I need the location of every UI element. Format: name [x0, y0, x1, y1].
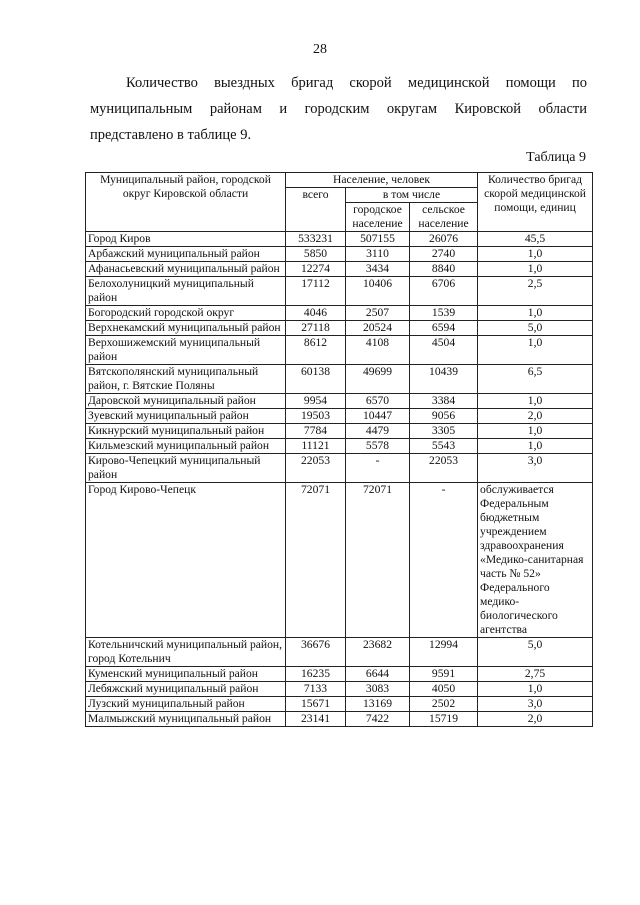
- rural-cell: 26076: [410, 232, 478, 247]
- district-cell: Белохолуницкий муниципальный район: [86, 277, 286, 306]
- rural-cell: 8840: [410, 262, 478, 277]
- district-cell: Лебяжский муниципальный район: [86, 682, 286, 697]
- urban-cell: 2507: [346, 306, 410, 321]
- total-cell: 5850: [286, 247, 346, 262]
- rural-cell: 3305: [410, 424, 478, 439]
- header-population: Население, человек: [286, 173, 478, 188]
- rural-cell: 22053: [410, 454, 478, 483]
- district-cell: Зуевский муниципальный район: [86, 409, 286, 424]
- rural-cell: 9591: [410, 667, 478, 682]
- urban-cell: 3083: [346, 682, 410, 697]
- rural-cell: 12994: [410, 638, 478, 667]
- table-row: [86, 306, 593, 321]
- teams-cell: 1,0: [478, 262, 593, 277]
- page-number: 28: [313, 42, 327, 57]
- district-cell: Арбажский муниципальный район: [86, 247, 286, 262]
- table-row: [86, 682, 593, 697]
- district-cell: Котельничский муниципальный район, город Котельнич: [86, 638, 286, 667]
- teams-cell: 1,0: [478, 424, 593, 439]
- total-cell: 72071: [286, 483, 346, 638]
- district-cell: Афанасьевский муниципальный район: [86, 262, 286, 277]
- teams-cell: 45,5: [478, 232, 593, 247]
- teams-cell: обслуживается Федеральным бюджетным учреждением здравоохранения «Медико-санитарная часть № 52» Федерального медико-биологического агентства: [478, 483, 593, 638]
- table-row: [86, 712, 593, 727]
- teams-cell: 3,0: [478, 697, 593, 712]
- teams-cell: 2,5: [478, 277, 593, 306]
- total-cell: 22053: [286, 454, 346, 483]
- urban-cell: 20524: [346, 321, 410, 336]
- urban-cell: 10447: [346, 409, 410, 424]
- total-cell: 15671: [286, 697, 346, 712]
- urban-cell: 72071: [346, 483, 410, 638]
- teams-cell: 1,0: [478, 247, 593, 262]
- urban-cell: 507155: [346, 232, 410, 247]
- teams-cell: 1,0: [478, 306, 593, 321]
- rural-cell: 3384: [410, 394, 478, 409]
- rural-cell: 1539: [410, 306, 478, 321]
- table-caption: Таблица 9: [526, 150, 586, 165]
- rural-cell: 6706: [410, 277, 478, 306]
- rural-cell: 15719: [410, 712, 478, 727]
- teams-cell: 2,0: [478, 409, 593, 424]
- teams-cell: 3,0: [478, 454, 593, 483]
- intro-paragraph: [90, 70, 587, 148]
- district-cell: Куменский муниципальный район: [86, 667, 286, 682]
- header-including: в том числе: [346, 188, 478, 203]
- total-cell: 19503: [286, 409, 346, 424]
- total-cell: 36676: [286, 638, 346, 667]
- total-cell: 60138: [286, 365, 346, 394]
- urban-cell: 23682: [346, 638, 410, 667]
- header-rural: сельское население: [410, 203, 478, 232]
- urban-cell: 6570: [346, 394, 410, 409]
- urban-cell: -: [346, 454, 410, 483]
- teams-cell: 2,75: [478, 667, 593, 682]
- teams-cell: 2,0: [478, 712, 593, 727]
- urban-cell: 49699: [346, 365, 410, 394]
- total-cell: 12274: [286, 262, 346, 277]
- table-row: [86, 277, 593, 306]
- rural-cell: 2502: [410, 697, 478, 712]
- rural-cell: 4050: [410, 682, 478, 697]
- total-cell: 533231: [286, 232, 346, 247]
- district-cell: Малмыжский муниципальный район: [86, 712, 286, 727]
- header-district: Муниципальный район, городской округ Кировской области: [86, 173, 286, 232]
- table-row: [86, 409, 593, 424]
- urban-cell: 5578: [346, 439, 410, 454]
- urban-cell: 4108: [346, 336, 410, 365]
- intro-text: Количество выездных бригад скорой медицинской помощи по муниципальным районам и городским округам Кировской области представлено в таблице 9.: [90, 75, 587, 143]
- rural-cell: 9056: [410, 409, 478, 424]
- rural-cell: -: [410, 483, 478, 638]
- table-row: [86, 667, 593, 682]
- ambulance-teams-table: [85, 172, 593, 727]
- header-teams: Количество бригад скорой медицинской помощи, единиц: [478, 173, 593, 232]
- table-row: [86, 424, 593, 439]
- total-cell: 27118: [286, 321, 346, 336]
- district-cell: Кикнурский муниципальный район: [86, 424, 286, 439]
- rural-cell: 4504: [410, 336, 478, 365]
- teams-cell: 5,0: [478, 321, 593, 336]
- district-cell: Верхошижемский муниципальный район: [86, 336, 286, 365]
- rural-cell: 6594: [410, 321, 478, 336]
- header-urban: городское население: [346, 203, 410, 232]
- table-row: [86, 454, 593, 483]
- district-cell: Город Кирово-Чепецк: [86, 483, 286, 638]
- teams-cell: 5,0: [478, 638, 593, 667]
- table-row: [86, 365, 593, 394]
- district-cell: Кильмезский муниципальный район: [86, 439, 286, 454]
- district-cell: Вятскополянский муниципальный район, г. Вятские Поляны: [86, 365, 286, 394]
- table-row: [86, 336, 593, 365]
- district-cell: Верхнекамский муниципальный район: [86, 321, 286, 336]
- table-row: [86, 439, 593, 454]
- table-row: [86, 262, 593, 277]
- rural-cell: 10439: [410, 365, 478, 394]
- urban-cell: 13169: [346, 697, 410, 712]
- total-cell: 16235: [286, 667, 346, 682]
- urban-cell: 3110: [346, 247, 410, 262]
- table-body: [86, 232, 593, 727]
- total-cell: 4046: [286, 306, 346, 321]
- teams-cell: 6,5: [478, 365, 593, 394]
- table-row: [86, 638, 593, 667]
- teams-cell: 1,0: [478, 682, 593, 697]
- teams-cell: 1,0: [478, 336, 593, 365]
- district-cell: Даровской муниципальный район: [86, 394, 286, 409]
- table-row: [86, 483, 593, 638]
- urban-cell: 4479: [346, 424, 410, 439]
- total-cell: 9954: [286, 394, 346, 409]
- urban-cell: 7422: [346, 712, 410, 727]
- table-row: [86, 394, 593, 409]
- total-cell: 23141: [286, 712, 346, 727]
- total-cell: 11121: [286, 439, 346, 454]
- total-cell: 7133: [286, 682, 346, 697]
- table-row: [86, 321, 593, 336]
- district-cell: Кирово-Чепецкий муниципальный район: [86, 454, 286, 483]
- district-cell: Лузский муниципальный район: [86, 697, 286, 712]
- rural-cell: 5543: [410, 439, 478, 454]
- total-cell: 7784: [286, 424, 346, 439]
- urban-cell: 3434: [346, 262, 410, 277]
- header-total: всего: [286, 188, 346, 232]
- table-row: [86, 697, 593, 712]
- urban-cell: 6644: [346, 667, 410, 682]
- district-cell: Город Киров: [86, 232, 286, 247]
- table-row: [86, 232, 593, 247]
- table-row: [86, 247, 593, 262]
- teams-cell: 1,0: [478, 439, 593, 454]
- district-cell: Богородский городской округ: [86, 306, 286, 321]
- urban-cell: 10406: [346, 277, 410, 306]
- total-cell: 8612: [286, 336, 346, 365]
- total-cell: 17112: [286, 277, 346, 306]
- rural-cell: 2740: [410, 247, 478, 262]
- teams-cell: 1,0: [478, 394, 593, 409]
